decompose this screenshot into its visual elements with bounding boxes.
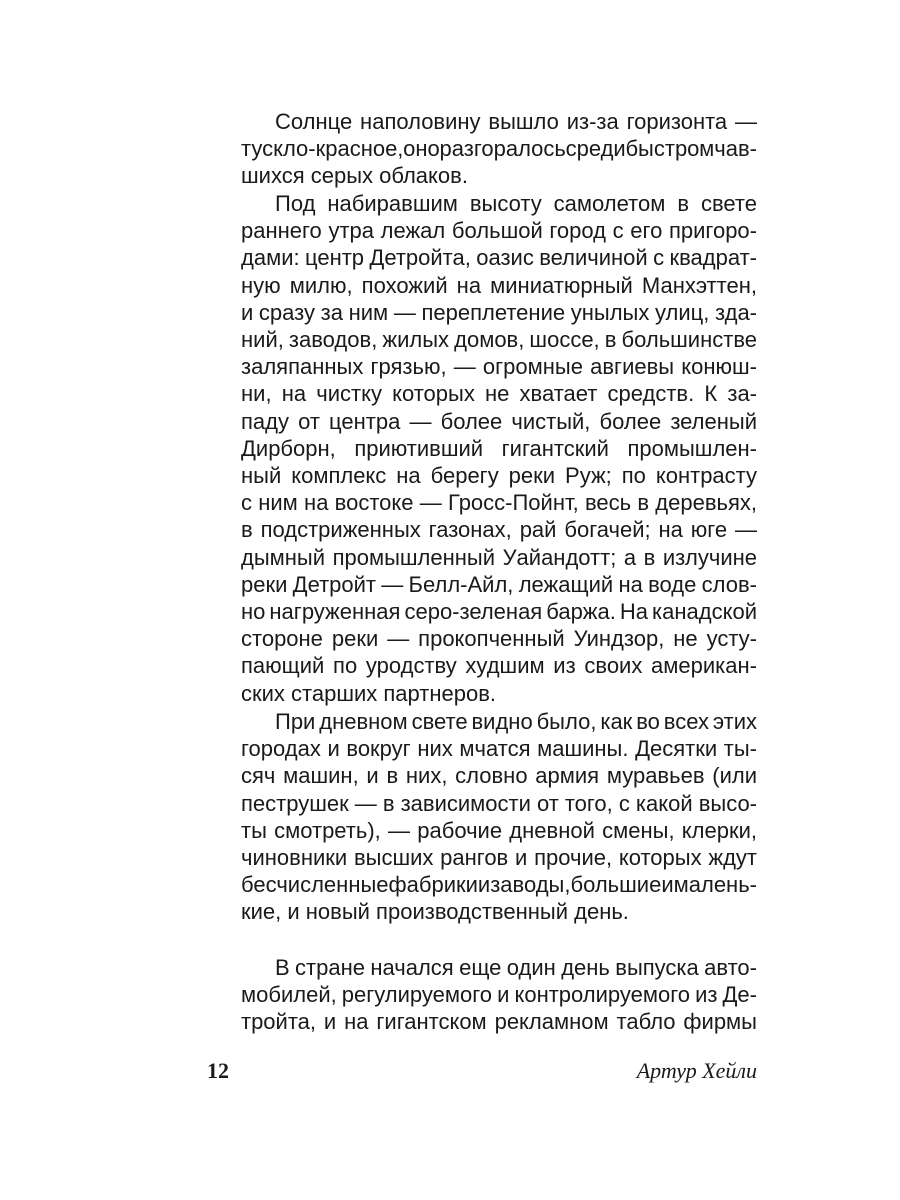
text-line: кие, и новый производственный день. [241,899,629,925]
text-line: ских старших партнеров. [241,680,497,706]
text-line: пающий по уродству худшим из своих американ- [241,653,757,679]
page-number: 12 [207,1058,229,1083]
text-line: Дирборн, приютивший гигантский промышлен- [241,435,757,461]
text-line: тройта, и на гигантском рекламном табло фирмы [241,1009,757,1035]
text-line: сяч машин, и в них, словно армия муравьев (или [241,763,757,789]
text-line: тускло-красное, оно разгоралось среди быстро мчав- [241,136,757,162]
paragraph-1 [207,108,757,190]
text-line: реки Детройт — Белл-Айл, лежащий на воде слов- [241,571,757,597]
text-line: стороне реки — прокопченный Уиндзор, не усту- [241,626,757,652]
text-line: дымный промышленный Уайандотт; а в излучине [241,544,757,570]
text-line: паду от центра — более чистый, более зеленый [241,408,757,434]
text-line: чиновники высших рангов и прочие, которых ждут [241,845,757,871]
text-line: пеструшек — в зависимости от того, с какой высо- [241,790,757,816]
text-line: и сразу за ним — переплетение унылых улиц, зда- [241,299,757,325]
text-line: ную милю, похожий на миниатюрный Манхэттен, [241,272,757,298]
text-line: ни, на чистку которых не хватает средств. К за- [241,381,757,407]
paragraph-4 [207,954,757,1036]
text-line: дами: центр Детройта, оазис величиной с квадрат- [241,245,757,271]
text-line: бесчисленные фабрики и заводы, большие и малень- [241,872,757,898]
text-line: в подстриженных газонах, рай богачей; на юге — [241,517,757,543]
text-line: Солнце наполовину вышло из-за горизонта — [275,109,757,134]
text-line: ный комплекс на берегу реки Руж; по контрасту [241,463,757,489]
text-line: мобилей, регулируемого и контролируемого из Де- [241,982,757,1008]
text-line: При дневном свете видно было, как во всех этих [275,709,757,734]
paragraph-3 [207,708,757,926]
paragraph-2 [207,190,757,707]
text-line: шихся серых облаков. [241,163,468,189]
text-line: Под набиравшим высоту самолетом в свете [275,191,757,216]
text-line: городах и вокруг них мчатся машины. Десятки ты- [241,736,757,762]
text-line: но нагруженная серо-зеленая баржа. На канадской [241,599,757,625]
text-line: заляпанных грязью, — огромные авгиевы конюш- [241,354,757,380]
text-line: ний, заводов, жилых домов, шоссе, в большинстве [241,327,757,353]
text-line: В стране начался еще один день выпуска авто- [275,955,757,980]
text-line: с ним на востоке — Гросс-Пойнт, весь в деревьях, [241,490,757,516]
text-line: раннего утра лежал большой город с его пригоро- [241,218,757,244]
text-line: ты смотреть), — рабочие дневной смены, клерки, [241,817,757,843]
running-footer-author: Артур Хейли [636,1058,757,1083]
